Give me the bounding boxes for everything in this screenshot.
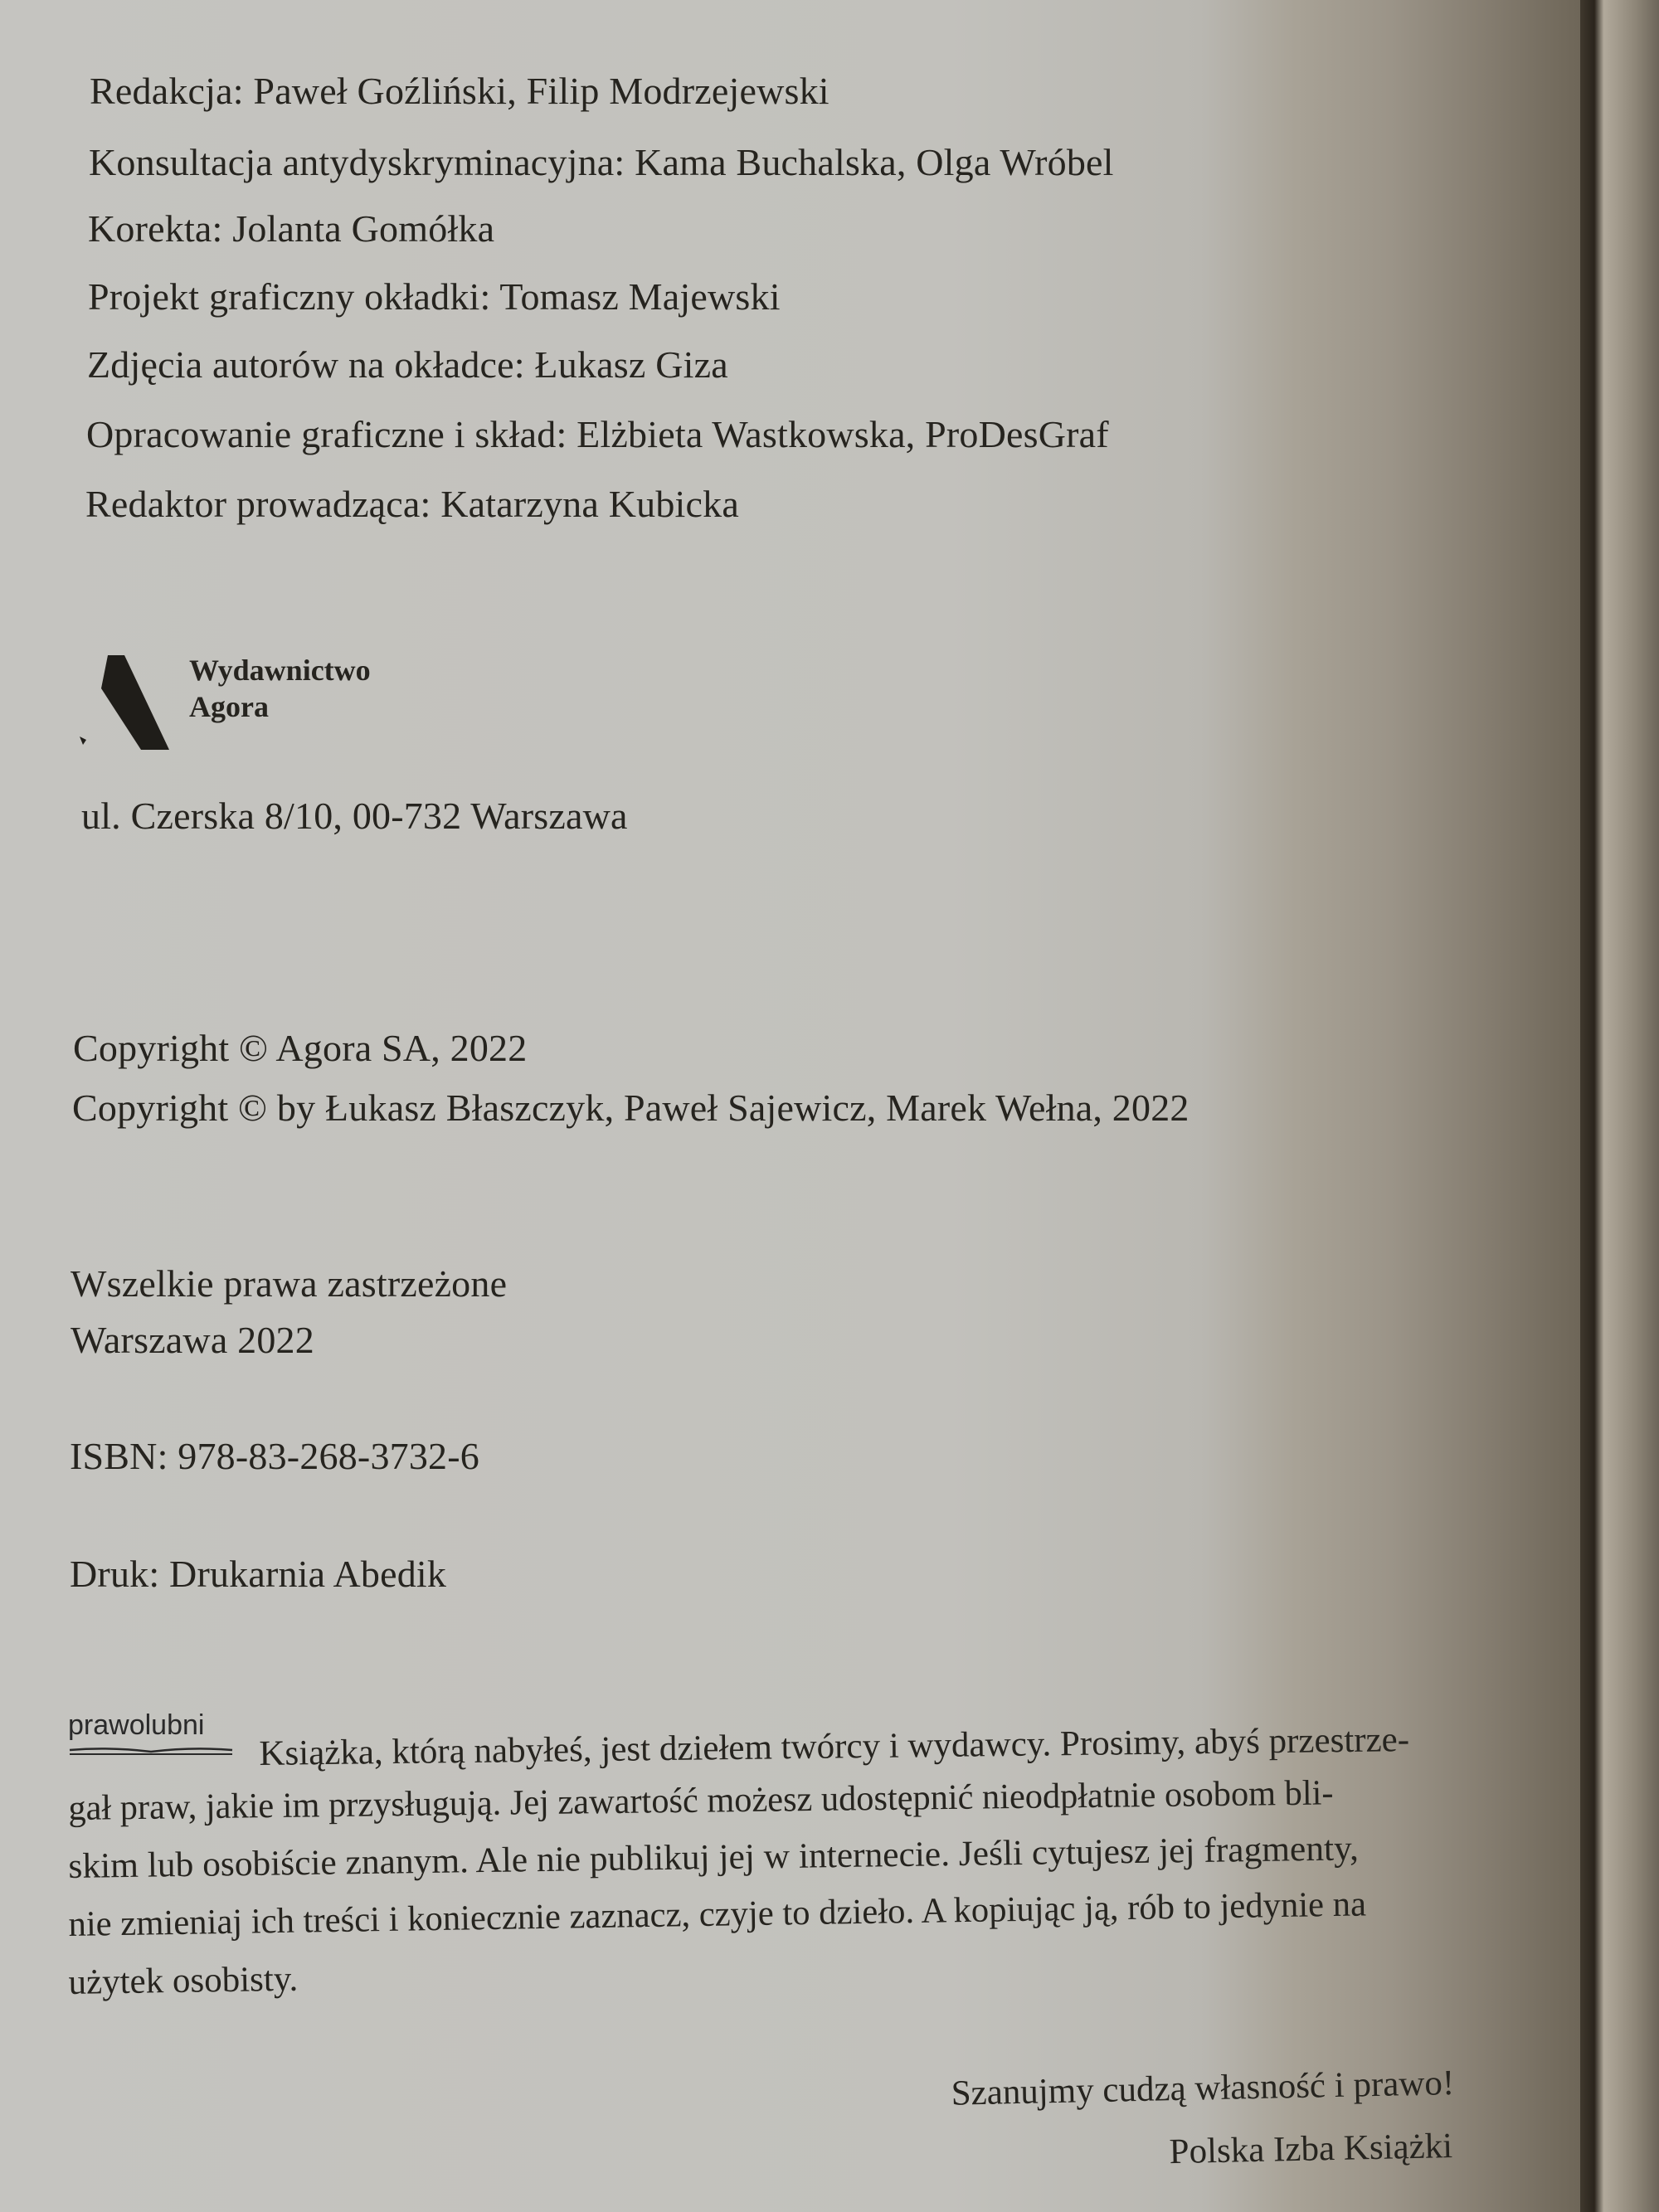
notice-line-5: użytek osobisty.	[68, 1959, 299, 2002]
prawolubni-logo	[68, 1709, 236, 1762]
copyright-line-publisher: Copyright © Agora SA, 2022	[73, 1027, 528, 1069]
isbn: ISBN: 978-83-268-3732-6	[70, 1435, 479, 1477]
publisher-address: ul. Czerska 8/10, 00-732 Warszawa	[81, 795, 628, 837]
place-and-year: Warszawa 2022	[71, 1319, 314, 1361]
credit-cover-design: Projekt graficzny okładki: Tomasz Majewski	[88, 275, 781, 318]
notice-line-4: nie zmieniaj ich treści i koniecznie zaznacz, czyje to dzieło. A kopiując ją, rób to jedynie na	[68, 1884, 1367, 1944]
printer: Druk: Drukarnia Abedik	[70, 1553, 447, 1595]
publisher-logo-line1: Wydawnictwo	[189, 654, 371, 687]
publisher-logo-line2: Agora	[189, 690, 269, 723]
closing-signature: Polska Izba Książki	[1169, 2126, 1454, 2172]
credit-author-photos: Zdjęcia autorów na okładce: Łukasz Giza	[87, 343, 728, 386]
book-underline-icon	[68, 1747, 234, 1757]
closing-slogan: Szanujmy cudzą własność i prawo!	[951, 2063, 1456, 2113]
prawolubni-logo-text: prawolubni	[68, 1709, 205, 1741]
copyright-line-authors: Copyright © by Łukasz Błaszczyk, Paweł Sajewicz, Marek Wełna, 2022	[72, 1087, 1190, 1129]
credit-typesetting: Opracowanie graficzne i skład: Elżbieta Wastkowska, ProDesGraf	[86, 413, 1109, 455]
notice-line-3: skim lub osobiście znanym. Ale nie publikuj jej w internecie. Jeśli cytujesz jej fragmenty,	[68, 1829, 1360, 1886]
credit-proofreading: Korekta: Jolanta Gomółka	[88, 207, 495, 250]
book-spine-edge	[1580, 0, 1659, 2212]
notice-line-2: gał praw, jakie im przysługują. Jej zawartość możesz udostępnić nieodpłatnie osobom bli-	[68, 1773, 1334, 1828]
credit-managing-editor: Redaktor prowadząca: Katarzyna Kubicka	[85, 483, 739, 525]
agora-logo-icon	[76, 655, 184, 755]
notice-line-1: Książka, którą nabyłeś, jest dziełem twórcy i wydawcy. Prosimy, abyś przestrze-	[259, 1720, 1410, 1773]
rights-reserved: Wszelkie prawa zastrzeżone	[71, 1262, 508, 1305]
credit-consultation: Konsultacja antydyskryminacyjna: Kama Buchalska, Olga Wróbel	[89, 141, 1114, 183]
credit-editing: Redakcja: Paweł Goźliński, Filip Modrzejewski	[90, 70, 830, 112]
